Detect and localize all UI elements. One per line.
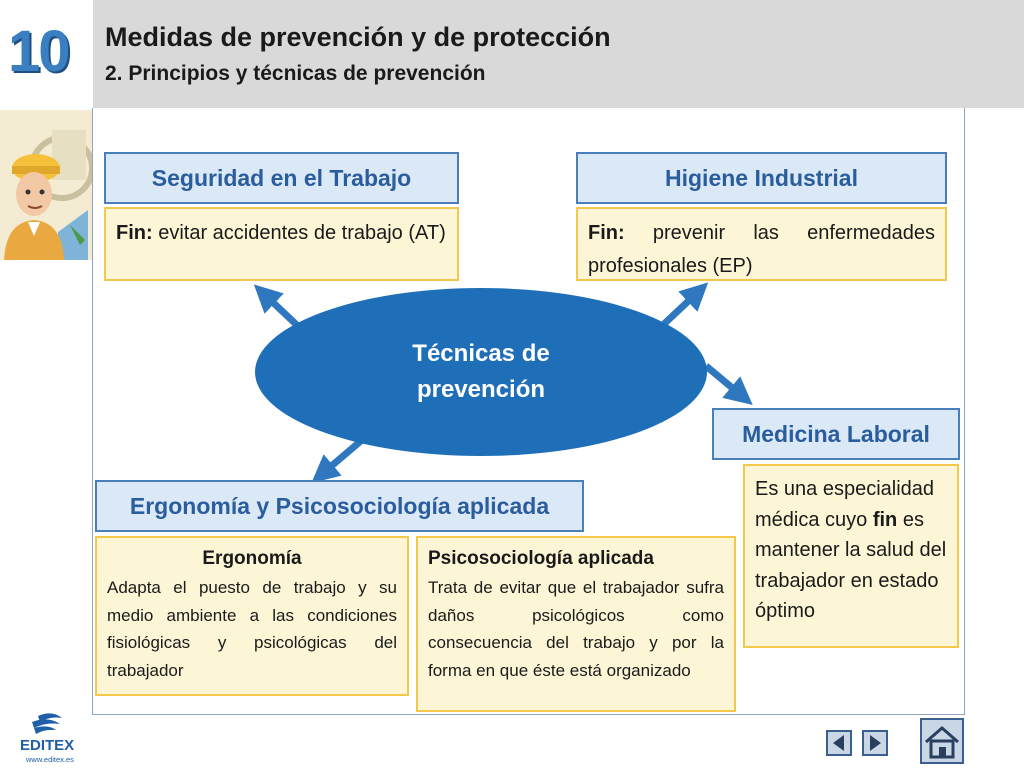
logo-url: www.editex.es: [26, 755, 74, 764]
medicina-title-box: [712, 408, 960, 460]
unit-number: 10: [8, 19, 69, 84]
seguridad-fin-text: evitar accidentes de trabajo (AT): [152, 222, 446, 244]
home-icon: [922, 720, 962, 762]
page-subtitle: 2. Principios y técnicas de prevención: [105, 62, 486, 85]
seguridad-title: Seguridad en el Trabajo: [151, 164, 412, 191]
seguridad-fin-label: Fin:: [116, 222, 153, 244]
previous-button[interactable]: [826, 730, 852, 756]
seguridad-title-box: [104, 152, 459, 204]
medicina-text-after: es mantener la salud del trabajador en estado óptimo: [755, 508, 947, 622]
ergonomia-box: [95, 536, 409, 696]
medicina-text-box: [743, 464, 959, 648]
medicina-title: Medicina Laboral: [742, 420, 930, 447]
ergonomia-psico-title: Ergonomía y Psicosociología aplicada: [129, 492, 550, 519]
arrow-to-ergonomia: [322, 440, 362, 474]
psicosociologia-text: Trata de evitar que el trabajador sufra daños psicológicos como consecuencia del trabajo y por la forma en que éste está organizado: [428, 578, 724, 680]
ergonomia-text: Adapta el puesto de trabajo y su medio ambiente a las condiciones fisiológicas y psicológicas del trabajador: [107, 578, 397, 680]
higiene-fin-text: prevenir las enfermedades profesionales (EP): [588, 222, 935, 277]
higiene-fin-label: Fin:: [588, 222, 625, 244]
next-button[interactable]: [862, 730, 888, 756]
ergonomia-psico-title-box: [95, 480, 584, 532]
psicosociologia-box: [416, 536, 736, 712]
ergonomia-title: Ergonomía: [202, 548, 302, 569]
arrow-to-higiene: [664, 292, 698, 324]
center-line-2: prevención: [416, 376, 546, 403]
arrow-to-medicina: [706, 366, 742, 396]
higiene-goal-box: [576, 207, 947, 281]
seguridad-goal-box: [104, 207, 459, 281]
home-button[interactable]: [920, 718, 964, 764]
next-arrow-icon: [864, 732, 886, 754]
arrow-to-seguridad: [264, 294, 300, 328]
medicina-text-before: Es una especialidad médica cuyo: [755, 478, 935, 531]
page-title: Medidas de prevención y de protección: [105, 22, 611, 52]
logo-brand: EDITEX: [20, 737, 75, 754]
medicina-text-bold: fin: [872, 508, 898, 531]
editex-logo: [18, 712, 78, 768]
center-line-1: Técnicas de: [412, 340, 550, 367]
center-ellipse: [255, 288, 707, 456]
higiene-title: Higiene Industrial: [665, 164, 858, 191]
psicosociologia-title: Psicosociología aplicada: [428, 548, 654, 569]
higiene-title-box: [576, 152, 947, 204]
previous-arrow-icon: [828, 732, 850, 754]
